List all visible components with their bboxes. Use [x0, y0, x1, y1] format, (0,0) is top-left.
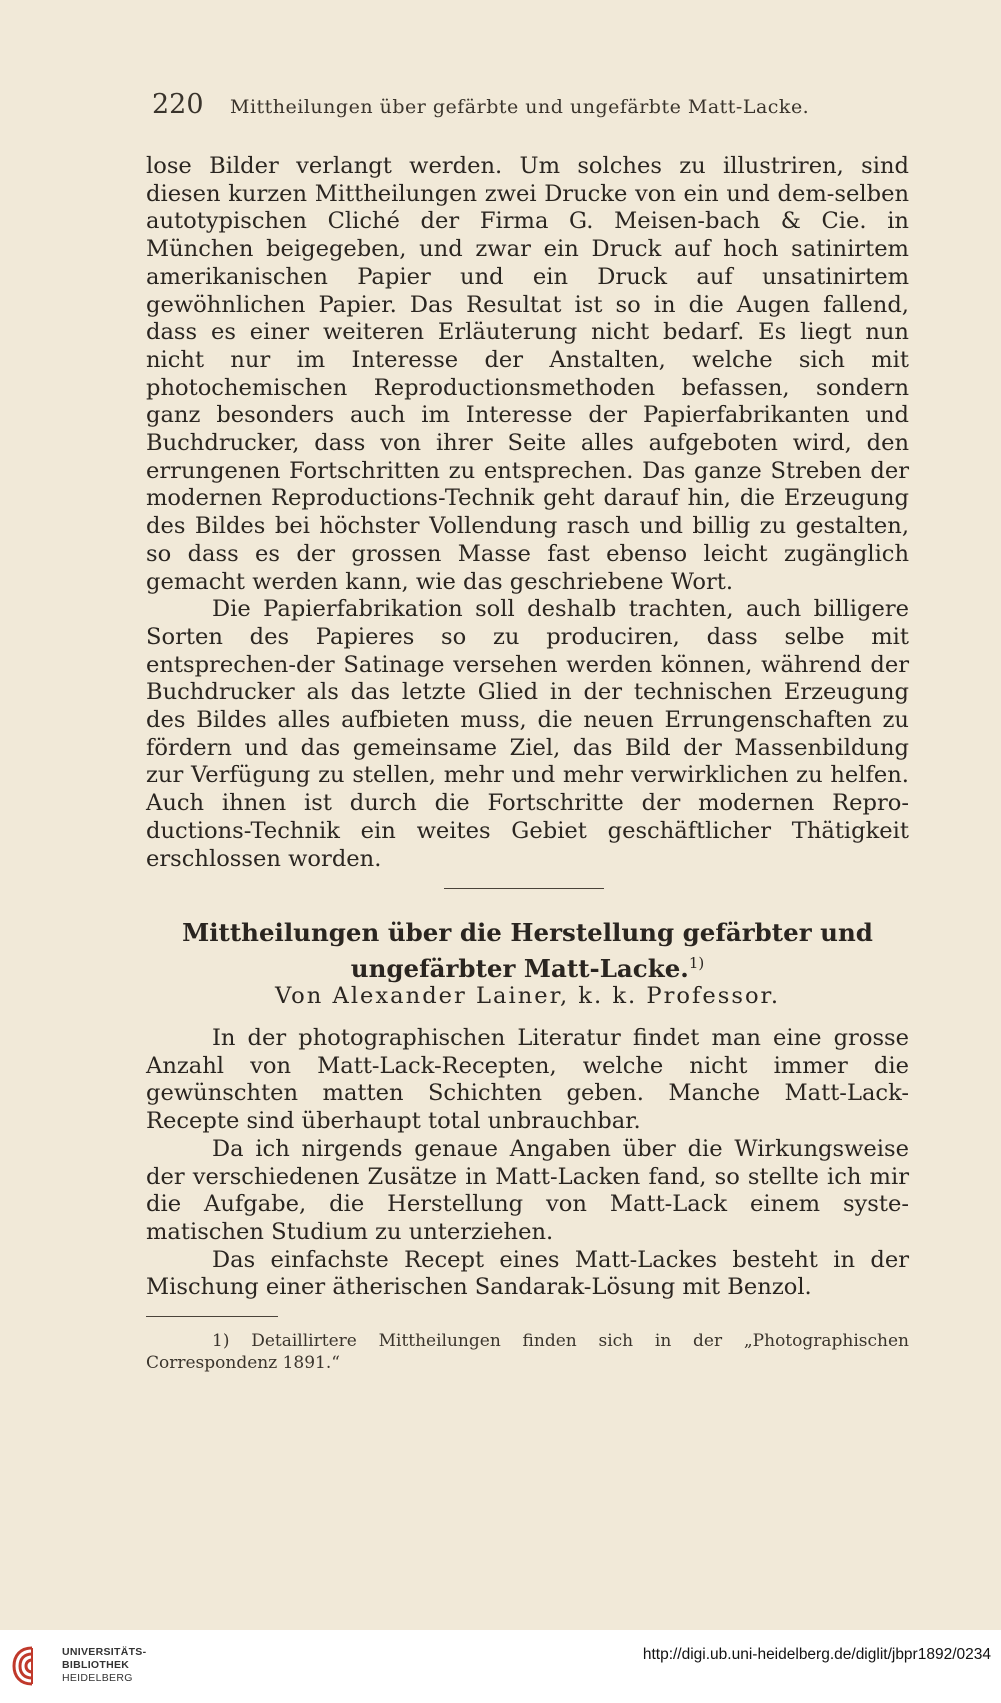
library-name: [62, 1646, 146, 1685]
footnote-text: 1) Detaillirtere Mittheilungen finden sich in der „Photographischen Correspondenz 1891.“: [146, 1331, 909, 1373]
body-text-continued: [146, 153, 909, 873]
paragraph: Die Papierfabrikation soll deshalb trachten, auch billigere Sorten des Papieres so zu produciren, dass selbe mit entsprechen-der Satinage versehen werden können, während der Buchdrucker als das letzte Glied in der technischen Erzeugung des Bildes alles aufbieten muss, die neuen Errungenschaften zu fördern und das gemeinsame Ziel, das Bild der Massenbildung zur Verfügung zu stellen, mehr und mehr verwirklichen zu helfen. Auch ihnen ist durch die Fortschritte der modernen Repro-ductions-Technik ein weites Gebiet geschäftlicher Thätigkeit erschlossen worden.: [146, 596, 909, 872]
library-name-line: HEIDELBERG: [62, 1672, 133, 1684]
footnote: [146, 1330, 909, 1374]
author-byline: Von Alexander Lainer, k. k. Professor.: [274, 983, 781, 1009]
footnote-mark: 1): [688, 954, 705, 972]
paragraph: Das einfachste Recept eines Matt-Lackes besteht in der Mischung einer ätherischen Sandarak-Lösung mit Benzol.: [146, 1246, 909, 1301]
page-number: 220: [152, 89, 204, 120]
paragraph: In der photographischen Literatur findet man eine grosse Anzahl von Matt-Lack-Recepten, welche nicht immer die gewünschten matten Schichten geben. Manche Matt-Lack-Recepte sind überhaupt total unbrauchbar.: [146, 1025, 909, 1135]
footnote-rule: [146, 1316, 278, 1317]
paragraph: Da ich nirgends genaue Angaben über die Wirkungsweise der verschiedenen Zusätze in Matt-Lacken fand, so stellte ich mir die Aufgabe, die Herstellung von Matt-Lack einem syste-matischen Studium zu unterziehen.: [146, 1135, 909, 1245]
article-title-line: Mittheilungen über die Herstellung gefärbter und: [182, 918, 873, 947]
running-header: [152, 90, 852, 122]
running-title: Mittheilungen über gefärbte und ungefärbte Matt-Lacke.: [230, 96, 810, 118]
article-title-line2: ungefärbter Matt-Lacke.: [350, 954, 689, 984]
paragraph: lose Bilder verlangt werden. Um solches zu illustriren, sind diesen kurzen Mittheilungen zwei Drucke von ein und dem-selben autotypischen Cliché der Firma G. Meisen-bach & Cie. in München beigegeben, und zwar ein Druck auf hoch satinirtem amerikanischen Papier und ein Druck auf unsatinirtem gewöhnlichen Papier. Das Resultat ist so in die Augen fallend, dass es einer weiteren Erläuterung nicht bedarf. Es liegt nun nicht nur im Interesse der Anstalten, welche sich mit photochemischen Reproductionsmethoden befassen, sondern ganz besonders auch im Interesse der Papierfabrikanten und Buchdrucker, dass von ihrer Seite alles aufgeboten wird, den errungenen Fortschritten zu entsprechen. Das ganze Streben der modernen Reproductions-Technik geht darauf hin, die Erzeugung des Bildes bei höchster Vollendung rasch und billig zu gestalten, so dass es der grossen Masse fast ebenso leicht zugänglich gemacht werden kann, wie das geschriebene Wort.: [146, 153, 909, 595]
permalink-url[interactable]: http://digi.ub.uni-heidelberg.de/diglit/jbpr1892/0234: [642, 1646, 991, 1663]
article-title-line: [146, 948, 909, 984]
library-name-line: UNIVERSITÄTS-: [62, 1646, 147, 1658]
article-body: [146, 1025, 909, 1302]
article-title: [146, 918, 909, 984]
digitization-footer: [0, 1630, 1001, 1703]
section-divider: [444, 888, 604, 889]
library-name-line: BIBLIOTHEK: [62, 1659, 130, 1671]
library-logo-icon: [10, 1644, 54, 1688]
